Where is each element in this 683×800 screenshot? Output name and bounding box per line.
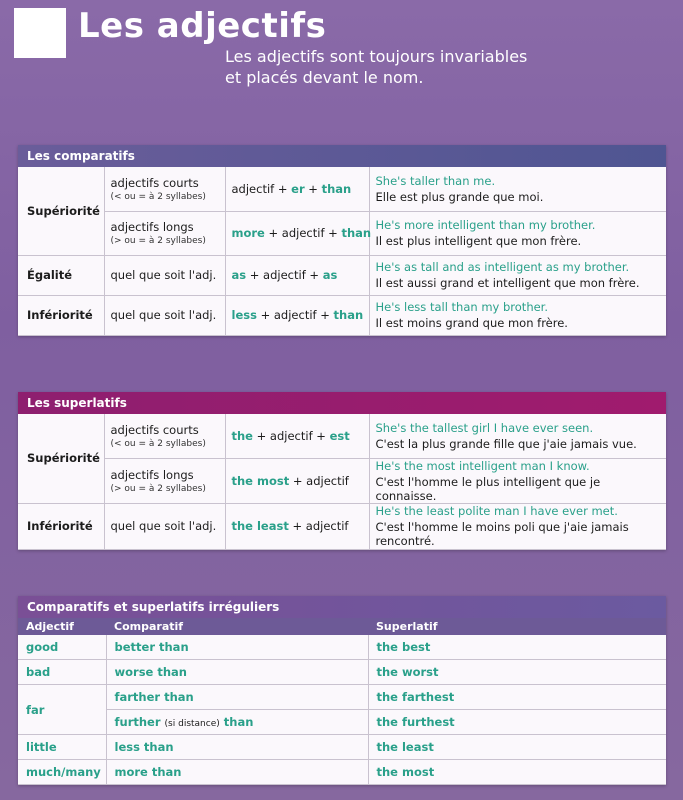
rule-text: + adjectif + (264, 226, 342, 240)
syllable-note: (< ou = à 2 syllabes) (110, 438, 206, 449)
rule-cell (225, 458, 369, 503)
superlative-cell: the best (368, 635, 666, 660)
superlatifs-card (18, 392, 666, 550)
superlative-cell: the most (368, 760, 666, 785)
category-cell: Supériorité (18, 414, 104, 503)
comparative-form: farther than (114, 690, 194, 704)
rule-text: + (304, 181, 322, 196)
example-french: C'est l'homme le plus intelligent que je connaisse. (375, 474, 601, 503)
superlative-cell: the farthest (368, 685, 666, 710)
superlative-cell: the worst (368, 660, 666, 685)
adjective-type-label: adjectifs longs (110, 220, 194, 234)
example-cell (369, 503, 666, 549)
syllable-note: (> ou = à 2 syllabes) (110, 236, 206, 246)
header-square (14, 8, 66, 58)
syllable-note: (> ou = à 2 syllabes) (110, 483, 206, 494)
rule-keyword: than (341, 226, 372, 240)
table-row (18, 458, 666, 503)
rule-cell (225, 414, 369, 458)
comparative-cell (106, 635, 368, 660)
rule-text: + adjectif + (252, 428, 330, 443)
category-cell: Supériorité (18, 167, 104, 255)
adjective-type-label: quel que soit l'adj. (110, 308, 217, 322)
example-french: Il est plus intelligent que mon frère. (375, 234, 582, 248)
example-french: C'est l'homme le moins poli que j'aie jamais rencontré. (375, 520, 629, 548)
table-row (18, 167, 666, 211)
table-row (18, 255, 666, 295)
irreguliers-header: Comparatifs et superlatifs irréguliers (18, 596, 666, 618)
rule-cell (225, 211, 372, 255)
comparative-form: worse than (114, 665, 187, 679)
comparative-form: further (114, 715, 161, 729)
page-title: Les adjectifs (78, 6, 327, 46)
rule-keyword: the (231, 428, 253, 443)
comparative-cell (106, 735, 368, 760)
rule-text: adjectif (231, 181, 275, 196)
irreguliers-header-row (18, 618, 666, 635)
irreguliers-card (18, 596, 666, 785)
rule-cell (225, 503, 369, 549)
adjective-type-cell (104, 295, 225, 335)
adjective-type-cell (104, 414, 225, 458)
table-row (18, 414, 666, 458)
comparative-cell (106, 685, 368, 710)
adjective-type-label: adjectifs courts (110, 422, 199, 437)
adjective-type-label: adjectifs courts (110, 175, 199, 190)
adjective-type-label: adjectifs longs (110, 467, 194, 482)
adjective-type-cell (104, 167, 225, 211)
adjective-type-label: quel que soit l'adj. (110, 268, 217, 282)
comparative-cell (106, 710, 368, 735)
rule-text: + (274, 181, 292, 196)
example-cell (369, 295, 666, 335)
comparative-than: than (223, 715, 254, 729)
rule-keyword: than (321, 181, 352, 196)
rule-keyword: than (333, 308, 364, 322)
table-row (18, 295, 666, 335)
table-row (18, 760, 666, 785)
table-row (18, 635, 666, 660)
comparative-form: more than (114, 765, 182, 779)
example-cell (369, 167, 666, 211)
example-cell (369, 255, 666, 295)
column-header-superlatif: Superlatif (368, 618, 666, 635)
comparative-form: less than (114, 740, 174, 754)
comparative-form: better than (114, 640, 189, 654)
comparative-note: (si distance) (164, 719, 220, 729)
example-english: He's as tall and as intelligent as my brother. (375, 260, 630, 274)
adjective-cell: much/many (18, 760, 106, 785)
rule-cell (225, 167, 369, 211)
rule-keyword: the least (231, 519, 289, 533)
rule-cell (225, 255, 369, 295)
table-row (18, 710, 666, 735)
table-row (18, 660, 666, 685)
adjective-type-cell (104, 255, 225, 295)
page-subtitle (225, 46, 527, 88)
rule-keyword: er (291, 181, 305, 196)
rule-text: + adjectif + (256, 308, 334, 322)
adjective-type-cell (104, 458, 225, 503)
superlatifs-header: Les superlatifs (18, 392, 666, 414)
adjective-cell: bad (18, 660, 106, 685)
example-french: C'est la plus grande fille que j'aie jamais vue. (375, 436, 637, 451)
comparatifs-header: Les comparatifs (18, 145, 666, 167)
comparative-cell (106, 660, 368, 685)
example-english: He's the least polite man I have ever met. (375, 504, 618, 518)
table-row (18, 685, 666, 710)
example-english: He's less tall than my brother. (375, 300, 549, 314)
rule-keyword: the most (231, 473, 290, 488)
example-french: Il est aussi grand et intelligent que mon frère. (375, 276, 640, 290)
rule-keyword: as (231, 268, 247, 282)
subtitle-line-2: et placés devant le nom. (225, 68, 424, 87)
example-cell (369, 458, 666, 503)
category-cell: Infériorité (18, 295, 104, 335)
example-english: She's taller than me. (375, 173, 496, 188)
rule-keyword: as (322, 268, 338, 282)
adjective-cell: far (18, 685, 106, 735)
comparatifs-card (18, 145, 666, 336)
comparatifs-table (18, 167, 666, 336)
example-english: He's more intelligent than my brother. (375, 218, 596, 232)
table-row (18, 211, 666, 255)
category-cell: Égalité (18, 255, 104, 295)
rule-keyword: more (231, 226, 265, 240)
example-french: Il est moins grand que mon frère. (375, 316, 568, 330)
superlative-cell: the least (368, 735, 666, 760)
rule-keyword: less (231, 308, 257, 322)
rule-text: + adjectif (288, 519, 349, 533)
example-cell (369, 211, 666, 255)
rule-text: + adjectif + (246, 268, 323, 282)
rule-cell (225, 295, 369, 335)
table-row (18, 735, 666, 760)
comparative-cell (106, 760, 368, 785)
column-header-adjectif: Adjectif (18, 618, 106, 635)
category-cell: Infériorité (18, 503, 104, 549)
rule-text: + adjectif (289, 473, 349, 488)
example-french: Elle est plus grande que moi. (375, 189, 544, 204)
adjective-type-label: quel que soit l'adj. (110, 519, 217, 533)
adjective-cell: little (18, 735, 106, 760)
subtitle-line-1: Les adjectifs sont toujours invariables (225, 47, 528, 66)
syllable-note: (< ou = à 2 syllabes) (110, 191, 206, 202)
example-english: He's the most intelligent man I know. (375, 458, 590, 473)
adjective-type-cell (104, 211, 225, 255)
superlatifs-table (18, 414, 666, 550)
table-row (18, 503, 666, 549)
irreguliers-table (18, 618, 666, 785)
example-english: She's the tallest girl I have ever seen. (375, 420, 594, 435)
column-header-comparatif: Comparatif (106, 618, 368, 635)
example-cell (369, 414, 666, 458)
superlative-cell: the furthest (368, 710, 666, 735)
adjective-type-cell (104, 503, 225, 549)
rule-keyword: est (329, 428, 350, 443)
adjective-cell: good (18, 635, 106, 660)
